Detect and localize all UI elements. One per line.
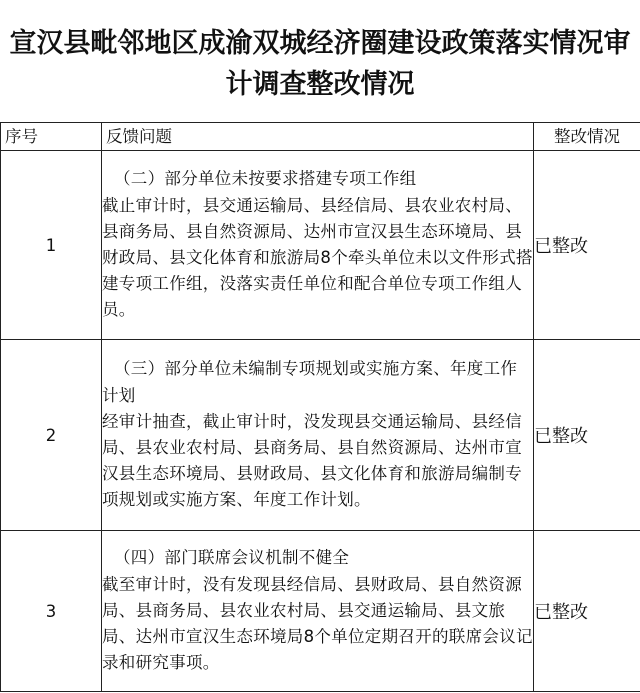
header-status: 整改情况: [534, 123, 640, 151]
row-seq: 1: [1, 151, 102, 340]
issue-heading: （三）部分单位未编制专项规划或实施方案、年度工作计划: [102, 359, 518, 405]
rectification-table: [0, 122, 640, 692]
issue-body: 截至审计时，没有发现县经信局、县财政局、县自然资源局、县商务局、县农业农村局、县交通运输局、县文旅局、达州市宣汉生态环境局8个单位定期召开的联席会议记录和研究事项。: [102, 574, 533, 673]
header-seq: 序号: [1, 123, 102, 151]
row-issue: [102, 151, 534, 340]
row-status: 已整改: [534, 340, 640, 531]
table-header-row: [1, 123, 640, 151]
header-issue: 反馈问题: [102, 123, 534, 151]
issue-heading: （四）部门联席会议机制不健全: [114, 548, 350, 568]
row-seq: 2: [1, 340, 102, 531]
row-status: 已整改: [534, 151, 640, 340]
table-row: [1, 340, 640, 531]
issue-body: 截止审计时，县交通运输局、县经信局、县农业农村局、县商务局、县自然资源局、达州市宣汉县生态环境局、县财政局、县文化体育和旅游局8个牵头单位未以文件形式搭建专项工作组，没落实责任单位和配合单位专项工作组人员。: [102, 195, 533, 320]
row-issue: [102, 531, 534, 692]
row-status: 已整改: [534, 531, 640, 692]
table-row: [1, 531, 640, 692]
row-issue: [102, 340, 534, 531]
document-title: 宣汉县毗邻地区成渝双城经济圈建设政策落实情况审计调查整改情况: [9, 28, 631, 100]
row-seq: 3: [1, 531, 102, 692]
issue-body: 经审计抽查，截止审计时，没发现县交通运输局、县经信局、县农业农村局、县商务局、县自然资源局、达州市宣汉县生态环境局、县财政局、县文化体育和旅游局编制专项规划或实施方案、年度工作计划。: [102, 411, 522, 510]
table-row: [1, 151, 640, 340]
issue-heading: （二）部分单位未按要求搭建专项工作组: [114, 169, 417, 189]
